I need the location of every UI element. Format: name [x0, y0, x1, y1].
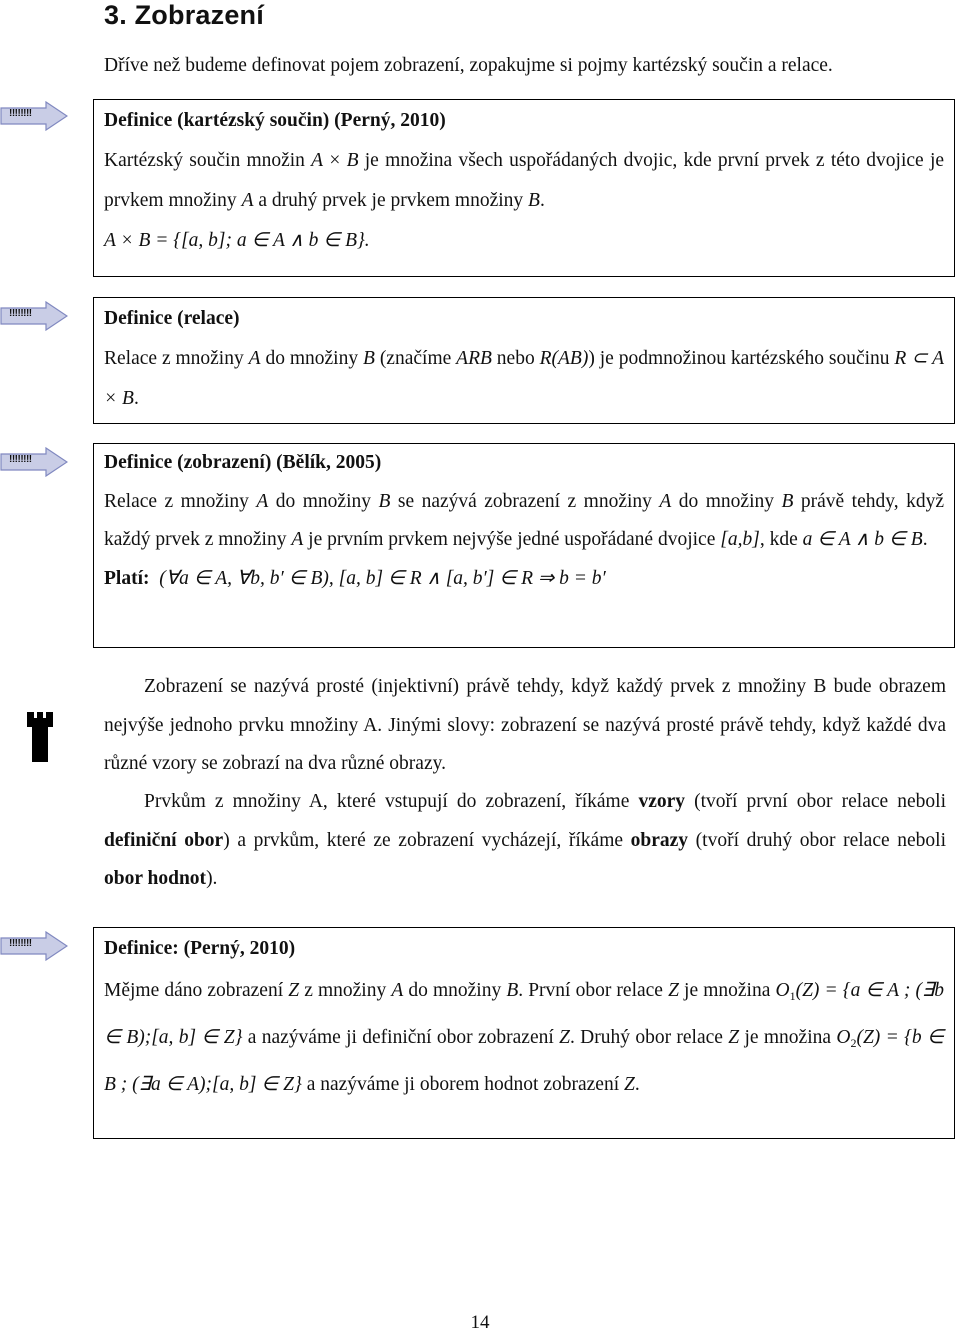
definition-plati: Platí: (∀a ∈ A, ∀b, b′ ∈ B), [a, b] ∈ R ∧ [a, b′] ∈ R ⇒ b = b′	[104, 567, 606, 589]
definition-box-relation	[93, 297, 955, 424]
arrow-label: !!!!!!!!	[9, 454, 32, 465]
definition-title: Definice (zobrazení) (Bělík, 2005)	[104, 452, 382, 473]
arrow-label: !!!!!!!!	[9, 308, 32, 319]
definition-box-mapping	[93, 443, 955, 648]
definition-text: Relace z množiny A do množiny B se nazývá zobrazení z množiny A do množiny B právě tehdy, když každý prvek z množiny A je prvním prvkem nejvýše jedné uspořádané dvojice [a,b], kde a ∈ A ∧ b ∈ B.	[104, 490, 944, 550]
paragraph-injective: Zobrazení se nazývá prosté (injektivní) právě tehdy, když každý prvek z množiny B bude obrazem nejvýše jednoho prvku množiny A. Jinými slovy: zobrazení se nazývá prosté právě tehdy, když každé dva různé vzory se zobrazí na dva různé obrazy.	[104, 676, 946, 774]
attention-arrow-icon	[0, 301, 68, 331]
definition-title: Definice: (Perný, 2010)	[104, 938, 296, 959]
section-heading: 3. Zobrazení	[104, 0, 264, 30]
definition-text: Mějme dáno zobrazení Z z množiny A do množiny B. První obor relace Z je množina $O_1(Z) = \{a$ ∈ A ; (∃b ∈ B);[a, b] ∈ Z} a nazýváme ji definiční obor zobrazení Z. Druhý obor relace Z je množina $O_2(Z) = \{b$ ∈ B ; (∃a ∈ A);[a, b] ∈ Z} a nazýváme ji oborem hodnot zobrazení Z.	[104, 980, 945, 1095]
tower-icon	[26, 712, 54, 762]
page-number: 14	[470, 1312, 490, 1333]
arrow-label: !!!!!!!!	[9, 938, 32, 949]
definition-text: Relace z množiny A do množiny B (značíme ARB nebo R(AB)) je podmnožinou kartézského součinu R ⊂ A × B.	[104, 348, 945, 409]
definition-box-domain	[93, 927, 955, 1139]
attention-arrow-icon	[0, 447, 68, 477]
paragraph-domain-range: Prvkům z množiny A, které vstupují do zobrazení, říkáme vzory (tvoří první obor relace neboli definiční obor) a prvkům, které ze zobrazení vycházejí, říkáme obrazy (tvoří druhý obor relace neboli obor hodnot).	[104, 791, 946, 889]
intro-text: Dříve než budeme definovat pojem zobrazení, zopakujme si pojmy kartézský součin a relace.	[104, 55, 833, 76]
arrow-label: !!!!!!!!	[9, 108, 32, 119]
definition-formula: A × B = {[a, b]; a ∈ A ∧ b ∈ B}.	[104, 230, 370, 251]
definition-title: Definice (relace)	[104, 308, 240, 329]
definition-text: Kartézský součin množin A × B je množina všech uspořádaných dvojic, kde první prvek z této dvojice je prvkem množiny A a druhý prvek je prvkem množiny B.	[104, 150, 945, 211]
definition-title: Definice (kartézský součin) (Perný, 2010)	[104, 110, 446, 131]
attention-arrow-icon	[0, 101, 68, 131]
attention-arrow-icon	[0, 931, 68, 961]
definition-box-cartesian	[93, 99, 955, 277]
